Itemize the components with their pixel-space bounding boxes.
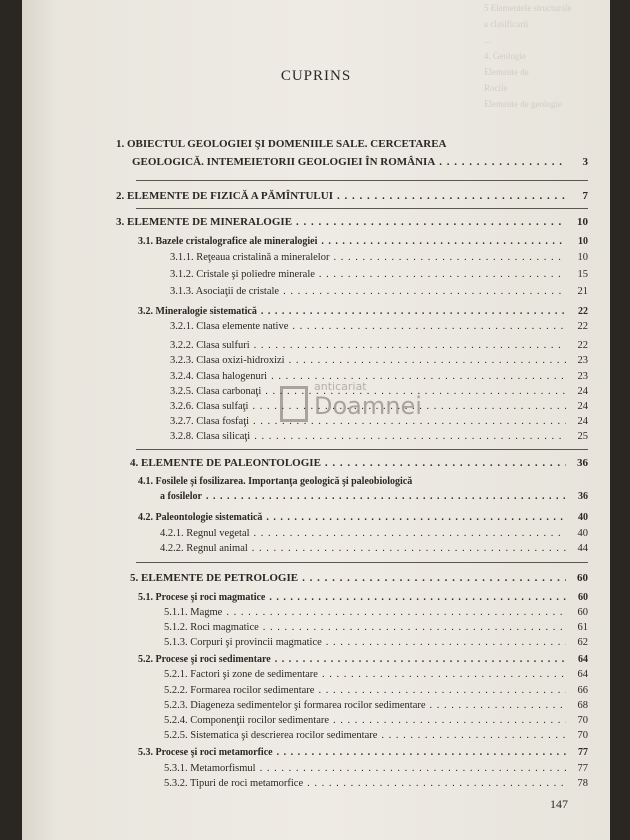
toc-entry: 3.2. Mineralogie sistematică . . . 22 xyxy=(138,306,588,317)
toc-entry: 5.3. Procese şi roci metamorfice . . . 77 xyxy=(138,747,588,758)
toc-entry: 5. ELEMENTE DE PETROLOGIE . . . 60 xyxy=(130,572,588,584)
toc-entry: 5.1.1. Magme . . . 60 xyxy=(164,607,588,618)
watermark-line2: Doamnei xyxy=(314,392,422,420)
toc-entry: 5.3.1. Metamorfismul . . . 77 xyxy=(164,763,588,774)
divider xyxy=(136,449,588,450)
toc-entry-1-line1: 1. OBIECTUL GEOLOGIEI ŞI DOMENIILE SALE. CERCETAREA xyxy=(116,138,447,150)
toc-entry: 4.2.2. Regnul animal . . . 44 xyxy=(160,543,588,554)
toc-entry: 3.1. Bazele cristalografice ale mineralogiei . . . 10 xyxy=(138,236,588,247)
toc-entry: 2. ELEMENTE DE FIZICĂ A PĂMÎNTULUI . . . 7 xyxy=(116,190,588,202)
toc-entry: 3.1.2. Cristale şi poliedre minerale . . . 15 xyxy=(170,269,588,280)
divider xyxy=(136,180,588,181)
toc-entry: 5.2.5. Sistematica şi descrierea rocilor sedimentare . . . 70 xyxy=(164,730,588,741)
toc-entry: a fosilelor . . . 36 xyxy=(160,491,588,502)
toc-entry: 3.2.7. Clasa fosfaţi . . . 24 xyxy=(170,416,588,427)
toc-entry: 5.2.4. Componenţii rocilor sedimentare . . . 70 xyxy=(164,715,588,726)
toc-entry: 3.2.6. Clasa sulfaţi . . . 24 xyxy=(170,401,588,412)
toc-entry-1: GEOLOGICĂ. INTEMEIETORII GEOLOGIEI ÎN ROMÂNIA . . . 3 xyxy=(132,156,588,168)
toc-entry: 4.2. Paleontologie sistematică . . . 40 xyxy=(138,512,588,523)
page-number: 147 xyxy=(550,797,568,811)
toc-entry: 3.2.5. Clasa carbonaţi . . . 24 xyxy=(170,386,588,397)
toc-entry: 5.1.2. Roci magmatice . . . 61 xyxy=(164,622,588,633)
page-title: CUPRINS xyxy=(280,68,352,84)
table-of-contents xyxy=(22,0,610,840)
toc-entry: 3.2.4. Clasa halogenuri . . . 23 xyxy=(170,371,588,382)
toc-entry: 3.1.3. Asociaţii de cristale . . . 21 xyxy=(170,286,588,297)
toc-entry: 5.2.1. Factori şi zone de sedimentare . . . 64 xyxy=(164,669,588,680)
toc-entry: 5.1.3. Corpuri şi provincii magmatice . . . 62 xyxy=(164,637,588,648)
divider xyxy=(136,562,588,563)
toc-entry: 5.2.3. Diageneza sedimentelor şi formarea rocilor sedimentare . . . 68 xyxy=(164,700,588,711)
toc-entry: 4. ELEMENTE DE PALEONTOLOGIE . . . 36 xyxy=(130,457,588,469)
toc-entry: 3.2.2. Clasa sulfuri . . . 22 xyxy=(170,340,588,351)
toc-entry: 3.1.1. Reţeaua cristalină a mineralelor . . . 10 xyxy=(170,252,588,263)
toc-entry: 5.3.2. Tipuri de roci metamorfice . . . 78 xyxy=(164,778,588,789)
toc-entry: 3.2.8. Clasa silicaţi . . . 25 xyxy=(170,431,588,442)
divider xyxy=(136,208,588,209)
toc-entry-41-line1: 4.1. Fosilele şi fosilizarea. Importanţa geologică şi paleobiologică xyxy=(138,476,413,487)
toc-entry: 5.2. Procese şi roci sedimentare . . . 64 xyxy=(138,654,588,665)
toc-entry: 5.2.2. Formarea rocilor sedimentare . . . 66 xyxy=(164,685,588,696)
watermark-line1: anticariat xyxy=(314,380,367,393)
bleed-through-text: 5 Elementele structurale a clasificarii ... 4. Geologie Elemente de Rocile Elemente de geologie xyxy=(484,3,572,109)
toc-entry: 4.2.1. Regnul vegetal . . . 40 xyxy=(160,528,588,539)
toc-entry: 3. ELEMENTE DE MINERALOGIE . . . 10 xyxy=(116,216,588,228)
toc-entry: 3.2.1. Clasa elemente native . . . 22 xyxy=(170,321,588,332)
toc-entry: 5.1. Procese şi roci magmatice . . . 60 xyxy=(138,592,588,603)
toc-entry: 3.2.3. Clasa oxizi-hidroxizi . . . 23 xyxy=(170,355,588,366)
book-page xyxy=(22,0,610,840)
